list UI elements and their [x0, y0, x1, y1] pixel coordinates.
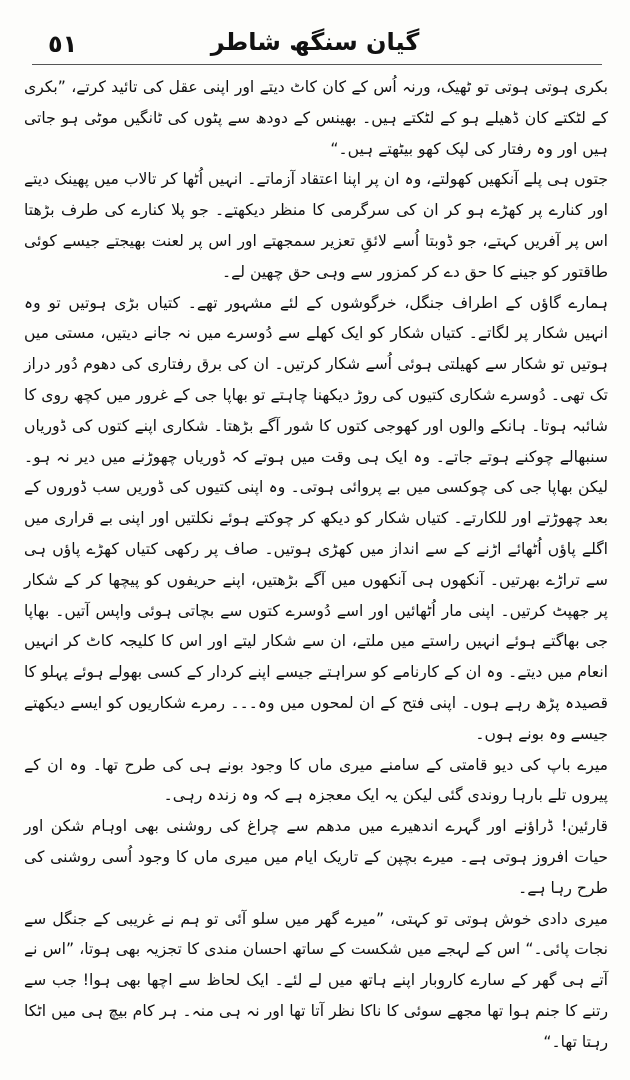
paragraph: جتوں ہی پلے آنکھیں کھولتے، وہ ان پر اپنا اعتقاد آزماتے۔ انہیں اُٹھا کر تالاب میں پھینک دیتے اور کنارے پر کھڑے ہو کر ان کی سرگرمی کا منظر دیکھتے۔ جو پلا کنارے کی طرف بڑھتا اس پر آفریں کہتے، جو ڈوبتا اُسے لائقِ تعزیر سمجھتے اور اس پر لعنت بھیجتے جیسے کوئی طاقتور کو جینے کا حق دے کر کمزور سے وہی حق چھین لے۔ — [24, 170, 608, 281]
paragraph: قارئین! ڈراؤنے اور گہرے اندھیرے میں مدھم سے چراغ کی روشنی بھی اوہام شکن اور حیات افروز ہوتی ہے۔ میرے بچپن کے تاریک ایام میں میری ماں کا وجود اُسی روشنی کی طرح رہا ہے۔ — [24, 817, 608, 897]
paragraph: میری دادی خوش ہوتی تو کہتی، ”میرے گھر میں سلو آئی تو ہم نے غریبی کے جنگل سے نجات پائی۔“ اس کے لہجے میں شکست کے ساتھ احسان مندی کا تجزیہ بھی ہوتا، ”اس نے آتے ہی گھر کے سارے کاروبار اپنے ہاتھ میں لے لئے۔ ایک لحاظ سے اچھا بھی ہوا! جب سے رتنے کا جنم ہوا تھا مجھے سوئی کا ناکا نظر آتا تھا اور نہ ہی منہ۔ ہر کام بیچ ہی میں اٹکا رہتا تھا۔“ — [24, 909, 608, 1051]
paragraph: ہمارے گاؤں کے اطراف جنگل، خرگوشوں کے لئے مشہور تھے۔ کتیاں بڑی ہوتیں تو وہ انہیں شکار پر لگاتے۔ کتیاں شکار کو ایک کھلے سے دُوسرے میں نہ جانے دیتیں، مستی میں ہوتیں تو شکار سے کھیلتی ہوئی اُسے شکار کرتیں۔ ان کی برق رفتاری کی دھوم دُور دراز تک تھی۔ دُوسرے شکاری کتیوں کی روڑ دیکھنا چاہتے تو بھاپا جی کے غرور میں کچھ روی کا شائبہ ہوتا۔ ہانکے والوں اور کھوجی کتوں کا شور آگے بڑھتا۔ شکاری اپنے کتوں کی ڈوریاں سنبھالے چوکنے ہوتے جاتے۔ وہ ایک ہی وقت میں ہوتے کہ ڈوریاں چھوڑنے میں دیر نہ ہو۔ لیکن بھاپا جی کی چوکسی میں بے پروائی ہوتی۔ وہ اپنی کتیوں کی ڈوریں سب ڈوروں کے بعد چھوڑتے اور للکارتے۔ کتیاں شکار کو دیکھ کر چوکتے ہوئے نکلتیں اور اپنی بے قراری میں اگلے پاؤں اُٹھائے اڑنے کے سے انداز میں کھڑی ہوتیں۔ صاف پر رکھی کتیاں کھڑے پاؤں ہی سے تراڑے بھرتیں۔ آنکھوں ہی آنکھوں میں آگے بڑھتیں، اپنے حریفوں کو پیچھا کر کے شکار پر جھپٹ کرتیں۔ اپنی مار اُٹھائیں اور اسے دُوسرے کتوں سے بچاتی ہوئی واپس آتیں۔ بھاپا جی بھاگتے ہوئے انہیں راستے میں ملتے، ان سے شکار لیتے اور اس کا کلیجہ کاٹ کر انہیں انعام میں دیتے۔ وہ ان کے کارنامے کو سراہتے جیسے اپنے کردار کے کسی بھولے ہوئے پہلو کا قصیدہ پڑھ رہے ہوں۔ اپنی فتح کے ان لمحوں میں وہ۔۔۔ رمرے شکاریوں کو ایسے دیکھتے جیسے وہ بونے ہوں۔ — [24, 293, 608, 743]
paragraph: میرے باپ کی دیو قامتی کے سامنے میری ماں کا وجود بونے ہی کی طرح تھا۔ وہ ان کے پیروں تلے بارہا روندی گئی لیکن یہ ایک معجزہ ہے کہ وہ زندہ رہی۔ — [24, 755, 608, 805]
page-number: ٥١ — [48, 30, 78, 58]
paragraph: بکری ہوتی ہوتی تو ٹھیک، ورنہ اُس کے کان کاٹ دیتے اور اپنی عقل کی تائید کرتے، ”بکری کے لٹکتے کان ڈھیلے ہو کے لٹکتے ہیں۔ بھینس کے دودھ سے پٹوں کی ٹانگیں موٹی ہو جاتی ہیں اور وہ رفتار کی لپک کھو بیٹھتے ہیں۔“ — [24, 78, 608, 158]
body-text — [24, 72, 608, 1058]
title-rule — [32, 64, 602, 65]
running-title: گیان سنگھ شاطر — [210, 28, 420, 56]
